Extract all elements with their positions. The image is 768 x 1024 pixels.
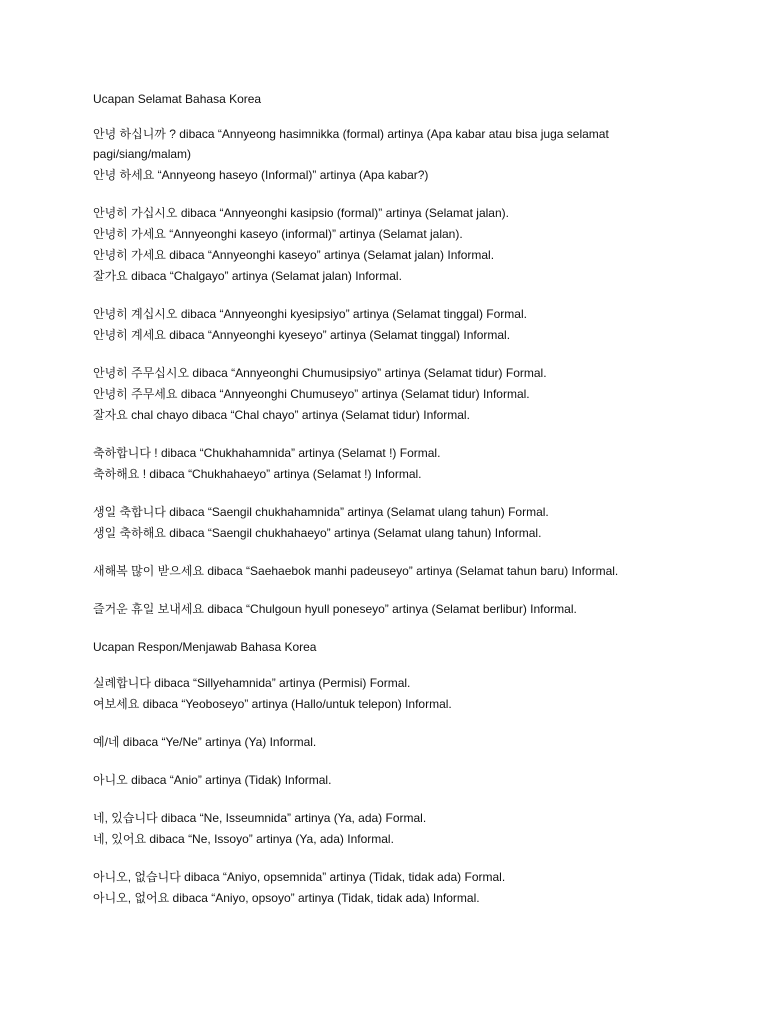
phrase-line: 안녕히 가십시오 dibaca “Annyeonghi kasipsio (formal)” artinya (Selamat jalan). bbox=[93, 206, 509, 220]
phrase-group bbox=[93, 443, 693, 484]
phrase-line: 실례합니다 dibaca “Sillyehamnida” artinya (Permisi) Formal. bbox=[93, 676, 411, 690]
document-content bbox=[93, 89, 693, 926]
phrase-line: 여보세요 dibaca “Yeoboseyo” artinya (Hallo/untuk telepon) Informal. bbox=[93, 697, 452, 711]
phrase-group bbox=[93, 124, 693, 185]
phrase-line: 잘가요 dibaca “Chalgayo” artinya (Selamat jalan) Informal. bbox=[93, 269, 402, 283]
phrase-line: 아니오 dibaca “Anio” artinya (Tidak) Informal. bbox=[93, 773, 332, 787]
phrase-group bbox=[93, 808, 693, 849]
phrase-group bbox=[93, 502, 693, 543]
phrase-line: 아니오, 없어요 dibaca “Aniyo, opsoyo” artinya (Tidak, tidak ada) Informal. bbox=[93, 891, 480, 905]
phrase-line: 생일 축하해요 dibaca “Saengil chukhahaeyo” artinya (Selamat ulang tahun) Informal. bbox=[93, 526, 542, 540]
phrase-line: 잘자요 chal chayo dibaca “Chal chayo” artinya (Selamat tidur) Informal. bbox=[93, 408, 470, 422]
phrase-line: 안녕히 주무세요 dibaca “Annyeonghi Chumuseyo” artinya (Selamat tidur) Informal. bbox=[93, 387, 530, 401]
phrase-line: 네, 있어요 dibaca “Ne, Issoyo” artinya (Ya, ada) Informal. bbox=[93, 832, 394, 846]
phrase-line: 안녕 하세요 “Annyeong haseyo (Informal)” artinya (Apa kabar?) bbox=[93, 168, 429, 182]
responses-section bbox=[93, 673, 693, 908]
phrase-line: 생일 축합니다 dibaca “Saengil chukhahamnida” artinya (Selamat ulang tahun) Formal. bbox=[93, 505, 549, 519]
phrase-line: 새해복 많이 받으세요 dibaca “Saehaebok manhi padeuseyo” artinya (Selamat tahun baru) Informal. bbox=[93, 564, 619, 578]
phrase-group bbox=[93, 673, 693, 714]
phrase-line: 예/네 dibaca “Ye/Ne” artinya (Ya) Informal. bbox=[93, 735, 317, 749]
phrase-line: 축하합니다 ! dibaca “Chukhahamnida” artinya (Selamat !) Formal. bbox=[93, 446, 441, 460]
section-heading: Ucapan Respon/Menjawab Bahasa Korea bbox=[93, 640, 317, 654]
phrase-group bbox=[93, 599, 693, 619]
greetings-section bbox=[93, 124, 693, 619]
phrase-group bbox=[93, 732, 693, 752]
phrase-line: 아니오, 없습니다 dibaca “Aniyo, opsemnida” artinya (Tidak, tidak ada) Formal. bbox=[93, 870, 506, 884]
phrase-line: 안녕히 가세요 dibaca “Annyeonghi kaseyo” artinya (Selamat jalan) Informal. bbox=[93, 248, 495, 262]
phrase-line: 네, 있습니다 dibaca “Ne, Isseumnida” artinya (Ya, ada) Formal. bbox=[93, 811, 427, 825]
phrase-line: 안녕히 계십시오 dibaca “Annyeonghi kyesipsiyo” artinya (Selamat tinggal) Formal. bbox=[93, 307, 527, 321]
phrase-group bbox=[93, 203, 693, 286]
phrase-line: 안녕히 가세요 “Annyeonghi kaseyo (informal)” artinya (Selamat jalan). bbox=[93, 227, 463, 241]
phrase-line: 안녕 하십니까 ? dibaca “Annyeong hasimnikka (formal) artinya (Apa kabar atau bisa juga selamat pagi/siang/malam) bbox=[93, 127, 609, 161]
phrase-group bbox=[93, 363, 693, 425]
phrase-line: 축하해요 ! dibaca “Chukhahaeyo” artinya (Selamat !) Informal. bbox=[93, 467, 422, 481]
phrase-group bbox=[93, 561, 693, 581]
phrase-group bbox=[93, 867, 693, 908]
phrase-group bbox=[93, 304, 693, 345]
phrase-line: 안녕히 계세요 dibaca “Annyeonghi kyeseyo” artinya (Selamat tinggal) Informal. bbox=[93, 328, 511, 342]
phrase-line: 안녕히 주무십시오 dibaca “Annyeonghi Chumusipsiyo” artinya (Selamat tidur) Formal. bbox=[93, 366, 547, 380]
phrase-line: 즐거운 휴일 보내세요 dibaca “Chulgoun hyull poneseyo” artinya (Selamat berlibur) Informal. bbox=[93, 602, 577, 616]
phrase-group bbox=[93, 770, 693, 790]
document-title: Ucapan Selamat Bahasa Korea bbox=[93, 92, 262, 106]
